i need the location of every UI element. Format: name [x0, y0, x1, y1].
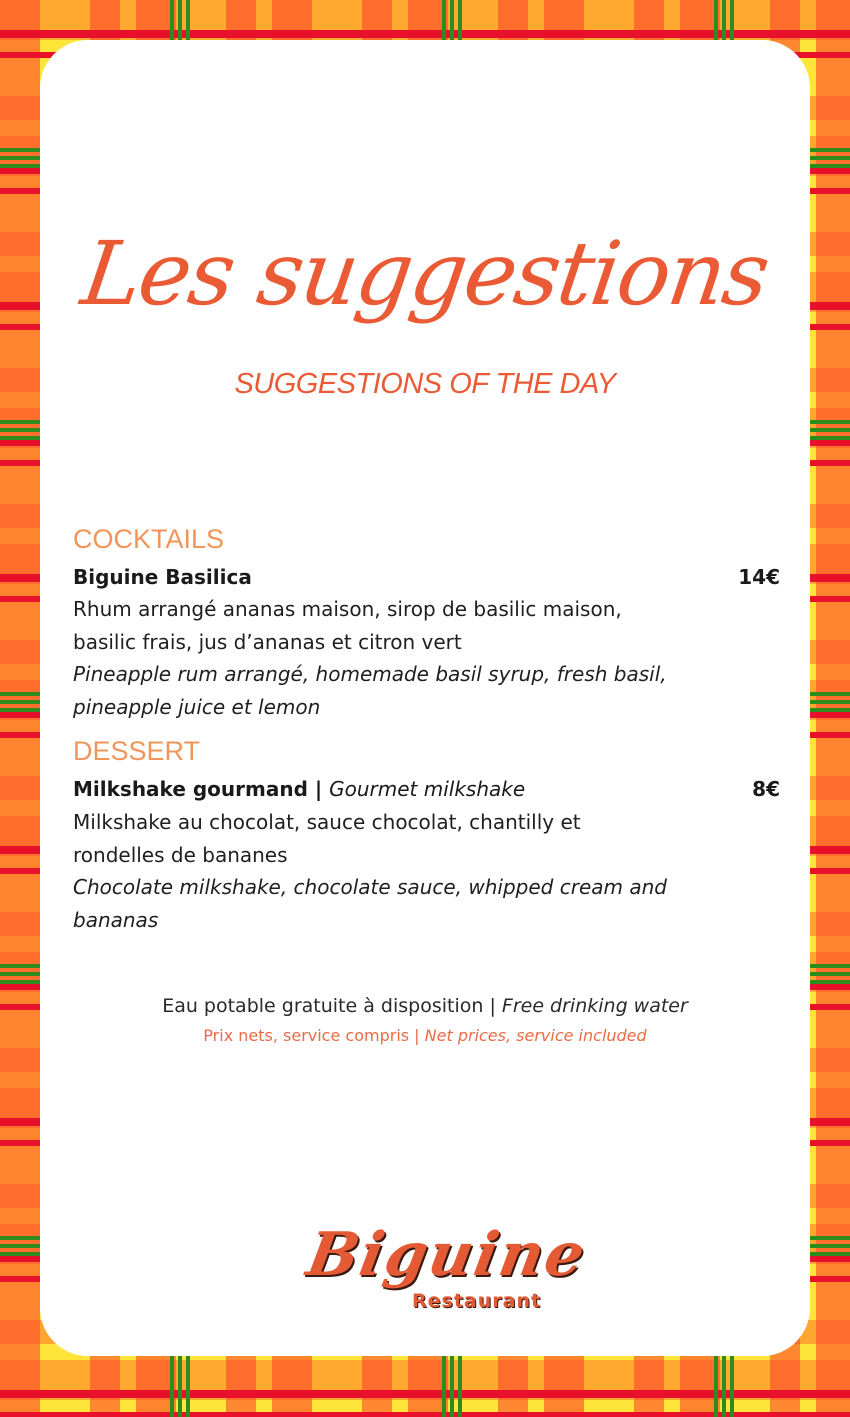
prices-note-en: Net prices, service included: [424, 1026, 647, 1045]
logo-subtitle: Restaurant: [412, 1290, 542, 1312]
logo-name: Biguine: [301, 1220, 592, 1290]
water-note-en: Free drinking water: [501, 995, 688, 1017]
water-note-fr: Eau potable gratuite à disposition |: [162, 995, 502, 1017]
prices-note-fr: Prix nets, service compris |: [203, 1026, 425, 1045]
page-subtitle: SUGGESTIONS OF THE DAY: [234, 368, 616, 400]
item-name-fr: Biguine Basilica: [73, 565, 252, 589]
item-description-en: Pineapple rum arrangé, homemade basil syrup, fresh basil, pineapple juice et lemon: [73, 662, 667, 719]
menu-item-price: 14€: [738, 565, 780, 589]
section-heading-cocktails: COCKTAILS: [73, 524, 225, 554]
item-name-en: Gourmet milkshake: [329, 777, 526, 801]
item-description-en: Chocolate milkshake, chocolate sauce, whipped cream and bananas: [73, 875, 667, 932]
restaurant-logo: [300, 1220, 592, 1330]
menu-item-price: 8€: [752, 777, 780, 801]
section-heading-dessert: DESSERT: [73, 736, 201, 766]
item-description-fr: Milkshake au chocolat, sauce chocolat, chantilly et rondelles de bananes: [73, 810, 581, 867]
menu-item-name: [73, 565, 252, 589]
page-title: Les suggestions: [75, 222, 775, 325]
prices-note: [0, 1026, 850, 1045]
water-note: [0, 995, 850, 1017]
menu-item-name: [73, 777, 525, 801]
item-name-fr: Milkshake gourmand |: [73, 777, 330, 801]
item-description-fr: Rhum arrangé ananas maison, sirop de basilic maison, basilic frais, jus d’ananas et citron vert: [73, 597, 622, 654]
